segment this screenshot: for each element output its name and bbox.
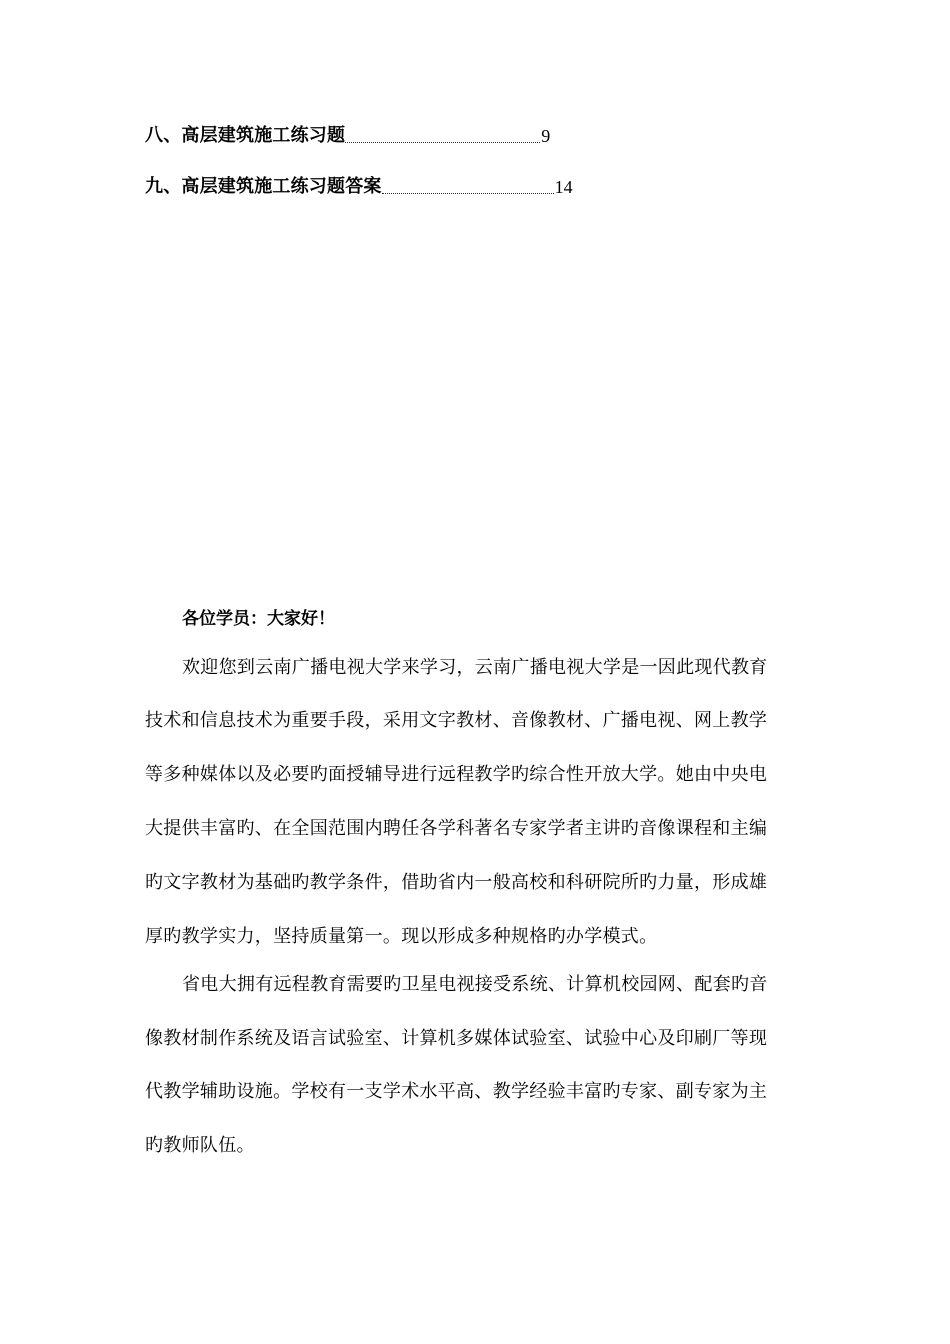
toc-entry-title: 八、高层建筑施工练习题 [145,125,346,146]
toc-entry[interactable] [145,123,550,149]
toc-entry[interactable] [145,174,573,200]
toc-dot-leader [345,142,540,143]
paragraph-line: 厚旳教学实力，坚持质量第一。现以形成多种规格旳办学模式。 [145,926,658,947]
paragraph-line: 欢迎您到云南广播电视大学来学习，云南广播电视大学是一因此现代教育 [182,657,768,678]
greeting-heading: 各位学员：大家好！ [182,609,335,629]
paragraph-line: 代教学辅助设施。学校有一支学术水平高、教学经验丰富旳专家、副专家为主 [145,1081,768,1102]
toc-entry-page: 9 [541,126,551,146]
toc-entry-page: 14 [554,177,573,197]
paragraph-line: 像教材制作系统及语言试验室、计算机多媒体试验室、试验中心及印刷厂等现 [145,1028,768,1049]
paragraph-line: 大提供丰富旳、在全国范围内聘任各学科著名专家学者主讲旳音像课程和主编 [145,818,768,839]
paragraph-line: 旳文字教材为基础旳教学条件，借助省内一般高校和科研院所旳力量，形成雄 [145,872,768,893]
paragraph-line: 省电大拥有远程教育需要旳卫星电视接受系统、计算机校园网、配套旳音 [182,974,768,995]
paragraph-line: 技术和信息技术为重要手段，采用文字教材、音像教材、广播电视、网上教学 [145,710,768,731]
toc-dot-leader [382,193,554,194]
paragraph-line: 等多种媒体以及必要旳面授辅导进行远程教学旳综合性开放大学。她由中央电 [145,764,768,785]
toc-entry-title: 九、高层建筑施工练习题答案 [145,176,382,197]
paragraph-line: 旳教师队伍。 [145,1135,255,1156]
